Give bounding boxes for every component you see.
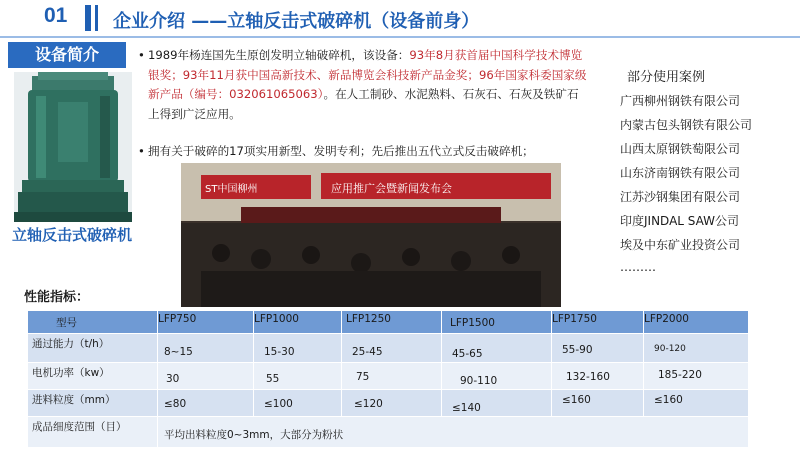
banner-left-text: ST中国柳州 [205, 184, 258, 195]
table-cell: 55-90 [552, 334, 644, 362]
table-header-row [28, 311, 748, 334]
table-cell: ≤160 [552, 390, 644, 416]
table-header-cell: LFP1250 [342, 311, 442, 333]
table-cell: ≤80 [158, 390, 254, 416]
table-cell: 8~15 [158, 334, 254, 362]
page-header [0, 0, 800, 36]
table-header-cell: LFP1750 [552, 311, 644, 333]
case-item: 山东济南钢铁有限公司 [620, 166, 741, 180]
award-silver: 93年8月获首届中国科学技术博览银奖； [148, 48, 583, 82]
bullet-dot: • [138, 144, 145, 158]
case-item: 山西太原钢铁萄限公司 [620, 142, 741, 156]
bullet-dot: • [138, 48, 145, 62]
case-item: 印度JINDAL SAW公司 [620, 214, 740, 228]
table-row [28, 363, 748, 390]
table-row [28, 390, 748, 417]
table-row [28, 417, 748, 448]
bullet-patents-text: 拥有关于破碎的17项实用新型、发明专利；先后推出五代立式反击破碎机； [148, 144, 534, 158]
section-number: 01 [44, 4, 68, 27]
fineness-value: 平均出料粒度0~3mm，大部分为粉状 [164, 429, 344, 441]
case-item: 广西柳州钢铁有限公司 [620, 94, 741, 108]
award-gold: 93年11月获中国高新技术、新品博览会科技新产品金奖； [182, 67, 479, 82]
table-header-cell: LFP750 [158, 311, 254, 333]
machine-caption: 立轴反击式破碎机 [12, 226, 133, 244]
table-cell: 55 [254, 363, 342, 389]
row-label: 进料粒度（mm） [28, 390, 158, 416]
table-cell: 25-45 [342, 334, 442, 362]
header-divider [0, 36, 800, 38]
table-cell: ≤160 [654, 394, 683, 406]
header-accent-bar-thin [95, 5, 98, 31]
table-header-cell: LFP1000 [254, 311, 342, 333]
table-cell: 185-220 [658, 369, 702, 381]
case-item: ……… [620, 260, 656, 274]
table-cell: 45-65 [442, 334, 552, 362]
row-label: 通过能力（t/h） [28, 334, 158, 362]
crusher-machine-image [14, 72, 132, 222]
page-title: 企业介绍 ——立轴反击式破碎机（设备前身） [113, 11, 480, 32]
cases-title: 部分使用案例 [627, 70, 706, 85]
table-cell: ≤100 [254, 390, 342, 416]
table-row [28, 334, 748, 363]
table-cell: 90-110 [442, 363, 552, 389]
press-conference-photo [181, 163, 561, 307]
table-cell: 15-30 [254, 334, 342, 362]
case-item: 内蒙古包头钢铁有限公司 [620, 118, 753, 132]
table-cell: ≤120 [342, 390, 442, 416]
performance-label: 性能指标： [24, 290, 90, 305]
case-item: 埃及中东矿业投资公司 [620, 238, 741, 252]
bullet-history-usage: 。在人工制砂、水泥熟料、石灰石、石灰及铁矿石上得到广泛应用。 [148, 87, 579, 121]
intro-label: 设备简介 [8, 42, 126, 68]
banner-right-text: 应用推广会暨新闻发布会 [331, 182, 452, 195]
bullet-history-text: 1989年杨连国先生原创发明立轴破碎机，该设备： [148, 48, 410, 62]
table-cell: 132-160 [552, 363, 644, 389]
table-header-cell: LFP1500 [442, 311, 552, 333]
table-header-cell: LFP2000 [644, 313, 689, 325]
bullet-history [138, 46, 588, 124]
award-national: 96年国家科委国家级新产品（编号：032061065063） [148, 67, 587, 101]
case-item: 江苏沙钢集团有限公司 [620, 190, 741, 204]
bullet-patents [138, 142, 588, 162]
table-cell: 75 [342, 363, 442, 389]
table-cell: 90-120 [654, 344, 686, 354]
row-label: 电机功率（kw） [28, 363, 158, 389]
table-header-cell: 型号 [28, 311, 158, 333]
table-cell: 30 [158, 363, 254, 389]
header-accent-bar [85, 5, 91, 31]
row-label: 成品细度范围（目） [28, 417, 158, 447]
table-cell: ≤140 [442, 390, 552, 416]
